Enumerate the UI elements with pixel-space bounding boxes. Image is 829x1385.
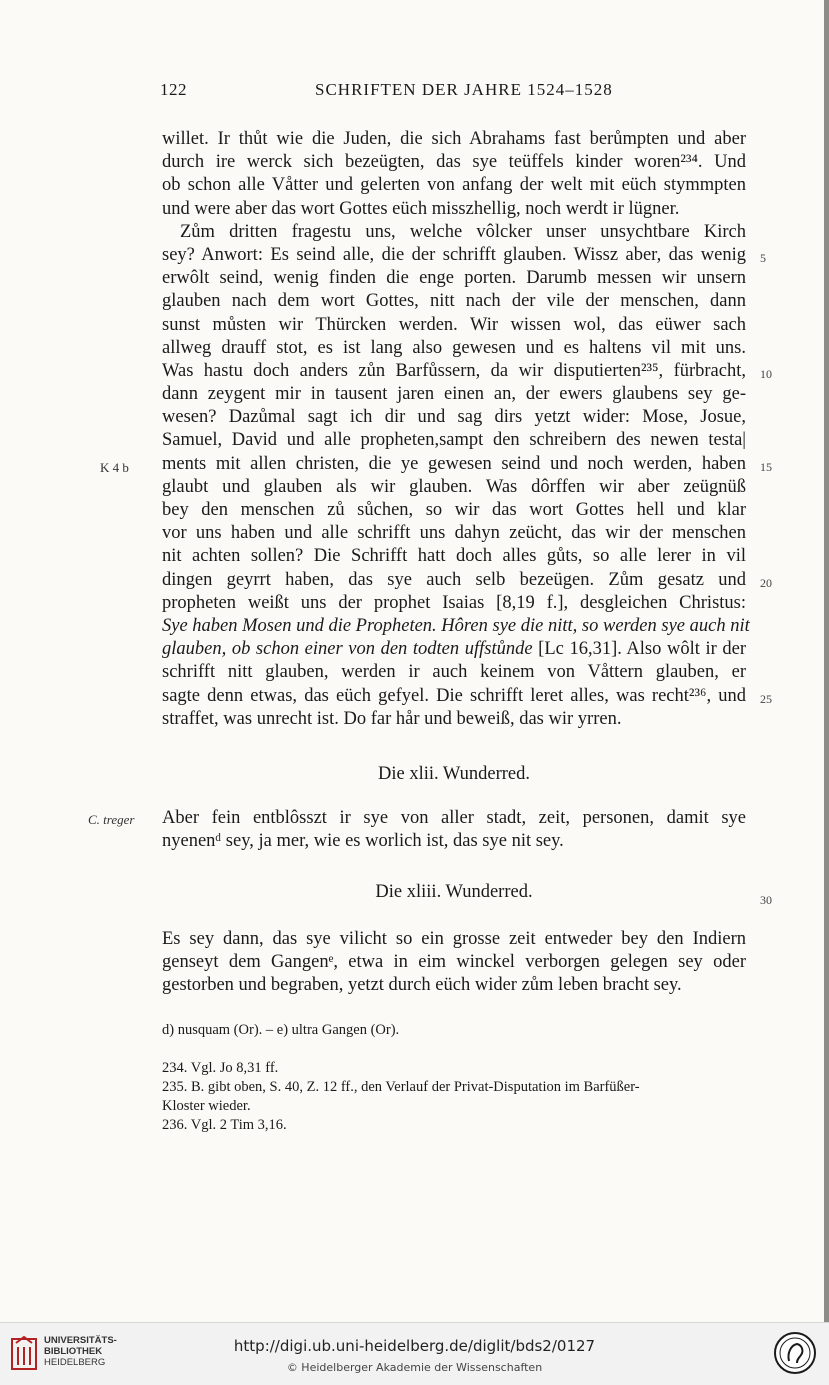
text-line: durch ire werck sich bezeügten, das sye teüffels kinder woren²³⁴. Und (162, 152, 746, 173)
footnote-line: 234. Vgl. Jo 8,31 ff. (162, 1060, 279, 1076)
text-line: sagte denn etwas, das eüch gefyel. Die schrifft leret alles, was recht²³⁶, und (162, 685, 746, 706)
text-line: wesen? Dazůmal sagt ich dir und sag dirs yetzt wider: Mose, Josue, (162, 407, 746, 428)
text-line: dann zeygent mir in tausent jaren einen an, der ewers glaubens sey ge- (162, 384, 746, 405)
text-line: genseyt dem Gangenᵉ, etwa in eim winckel verborgen gelegen sey oder (162, 952, 746, 973)
text-line: erwôlt seind, wenig finden die enge porten. Darumb messen wir unsern (162, 268, 746, 289)
library-name-line: HEIDELBERG (44, 1357, 106, 1368)
line-number: 5 (760, 251, 766, 265)
text-line: schrifft nitt glauben, werden ir auch keinem von Våttern glauben, er (162, 662, 746, 683)
line-number: 10 (760, 367, 772, 381)
running-title: SCHRIFTEN DER JAHRE 1524–1528 (315, 80, 613, 99)
text-line: willet. Ir thůt wie die Juden, die sich Abrahams fast berůmpten und aber (162, 129, 746, 149)
permalink-url[interactable]: http://digi.ub.uni-heidelberg.de/diglit/bds2/0127 (233, 1337, 596, 1355)
main-text (162, 128, 750, 731)
text-line: Zům dritten fragestu uns, welche vôlcker unser unsychtbare Kirch (180, 221, 746, 242)
text-line: ments mit allen christen, die ye gewesen seind und noch werden, haben (162, 453, 746, 474)
text-line: sey? Anwort: Es seind alle, die der schrifft glauben. Wissz aber, das wenig (162, 244, 746, 265)
paragraph (162, 807, 746, 853)
copyright-text: © Heidelberger Akademie der Wissenschaften (286, 1361, 543, 1374)
text-line-italic: Sye haben Mosen und die Propheten. Hôren sye die nitt, so werden sye auch nit (162, 615, 750, 636)
footnote-line: 235. B. gibt oben, S. 40, Z. 12 ff., den Verlauf der Privat-Disputation im Barfüßer- (162, 1079, 640, 1095)
text-line: glauben nach dem wort Gottes, nitt nach der vile der menschen, dann (162, 291, 746, 312)
library-name-line: BIBLIOTHEK (44, 1346, 103, 1357)
academy-seal-icon (773, 1331, 817, 1375)
section-heading: Die xliii. Wunderred. (375, 882, 533, 902)
page-edge-shadow (824, 0, 829, 1322)
text-line: Was hastu doch anders zůn Barfůssern, da wir disputierten²³⁵, fürbracht, (162, 360, 746, 381)
reference: [Lc 16,31]. Also wôlt ir der (532, 639, 746, 660)
line-number: 20 (760, 576, 772, 590)
text-line: nyenenᵈ sey, ja mer, wie es worlich ist, das sye nit sey. (162, 831, 564, 852)
italic-quote: glauben, ob schon einer von den todten uffstůnde (162, 639, 533, 660)
text-line: vor uns haben und alle schrifft uns dahyn zeücht, das wir der menschen (162, 523, 746, 544)
text-line: Aber fein entblôsszt ir sye von aller stadt, zeit, personen, damit sye (162, 808, 746, 828)
footer-bar (0, 1322, 829, 1385)
footnote (162, 1059, 752, 1135)
text-line (162, 638, 746, 661)
footnote-line: 236. Vgl. 2 Tim 3,16. (162, 1117, 287, 1133)
text-line: Es sey dann, das sye vilicht so ein grosse zeit entweder bey den Indiern (162, 929, 746, 949)
text-line: ob schon alle Våtter und gelerten von anfang der welt mit eüch stymmpten (162, 175, 746, 196)
text-line: dingen geyrrt haben, das sye auch selb bezeügen. Zům gesatz und (162, 569, 746, 590)
margin-note: C. treger (88, 812, 135, 827)
text-line: glaubt und glauben als wir glauben. Was dôrffen wir aber zeügnüß (162, 476, 746, 497)
paragraph (162, 928, 746, 998)
running-head (160, 80, 750, 104)
line-number: 15 (760, 460, 772, 474)
text-line: gestorben und begraben, yetzt durch eüch wider zům leben bracht sey. (162, 975, 682, 996)
text-line: bey den menschen zů sůchen, so wir das wort Gottes hell und klar (162, 500, 746, 520)
page-number: 122 (160, 80, 187, 99)
line-number: 30 (760, 893, 772, 907)
text-line: Samuel, David und alle propheten,sampt den schreibern des newen testa| (162, 430, 746, 451)
library-name-line: UNIVERSITÄTS- (44, 1335, 117, 1346)
signature-mark: K 4 b (100, 460, 129, 475)
text-line: sunst můsten wir Thürcken werden. Wir wissen wol, das eüwer sach (162, 314, 746, 335)
footnote-line: Kloster wieder. (162, 1098, 251, 1114)
section-heading: Die xlii. Wunderred. (377, 764, 530, 784)
text-line: propheten weißt uns der prophet Isaias [8,19 f.], desgleichen Christus: (162, 592, 746, 613)
text-line: und were aber das wort Gottes eüch misszhellig, noch werdt ir lügner. (162, 198, 680, 219)
text-line: straffet, was unrecht ist. Do far hår und beweiß, das wir yrren. (162, 708, 622, 729)
text-line: allweg drauff stot, es ist lang also gewesen und es haltens vil mit uns. (162, 337, 746, 358)
line-number: 25 (760, 692, 772, 706)
text-line: nit achten sollen? Die Schrifft hatt doch alles gůts, so alle lerer in vil (162, 546, 746, 567)
apparatus-note: d) nusquam (Or). – e) ultra Gangen (Or). (162, 1022, 400, 1038)
